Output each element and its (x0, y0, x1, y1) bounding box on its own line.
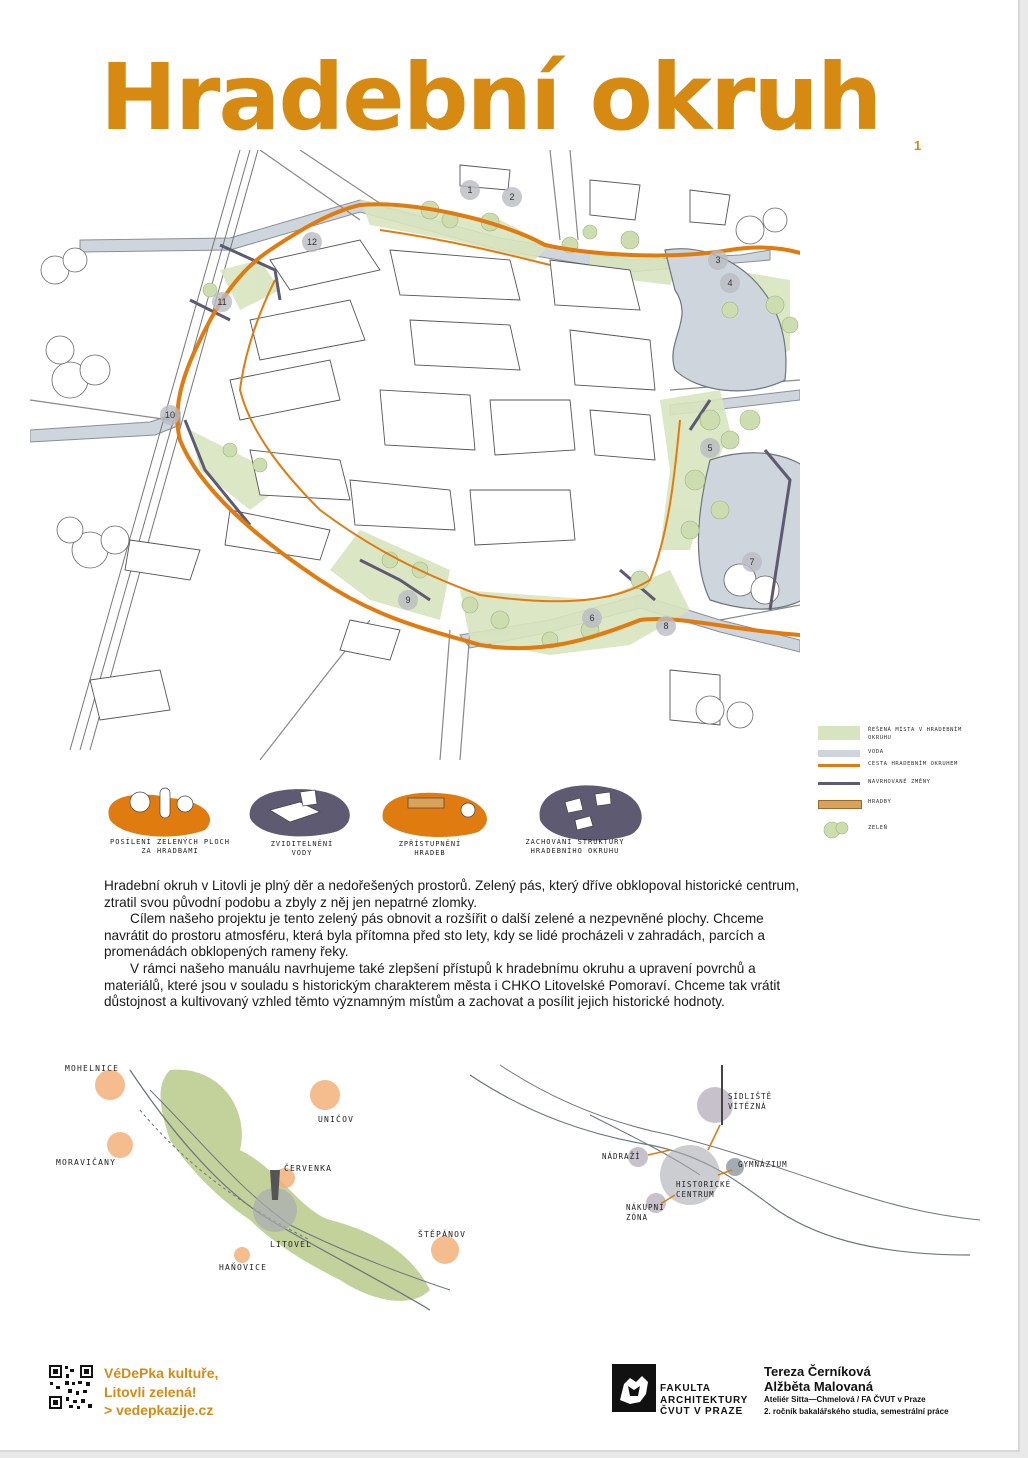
website-link[interactable]: > vedepkazije.cz (104, 1402, 214, 1418)
slogan-line: Litovli zelená! (104, 1383, 197, 1400)
svg-text:9: 9 (405, 595, 411, 605)
svg-text:8: 8 (663, 621, 669, 631)
legend-swatch (818, 764, 860, 767)
legend-swatch (818, 750, 860, 757)
strategy-structure-blob (535, 780, 650, 845)
site-marker-7[interactable] (742, 552, 762, 572)
site-marker-4[interactable] (720, 273, 740, 293)
author-name: Tereza Černíková (764, 1364, 871, 1379)
svg-text:12: 12 (306, 237, 318, 247)
body-text (104, 878, 804, 1011)
strategy-walls-blob (378, 780, 498, 840)
town-label-nadrazi: NÁDRAŽÍ (602, 1152, 641, 1161)
studio-credit: Ateliér Sitta—Chmelová / FA ČVUT v Praze (764, 1395, 926, 1404)
legend-label: CESTA HRADEBNÍM OKRUHEM (868, 761, 958, 767)
legend-swatch (818, 782, 860, 785)
town-label-unicov: UNIČOV (318, 1115, 355, 1124)
body-paragraph-1: Hradební okruh v Litovli je plný děr a nedořešených prostorů. Zelený pás, který dříve obklopoval historické centrum, ztratil svou původní podobu a zbyly z něj jen nepatrné zlomky. (104, 878, 800, 910)
strategy-greenery-label: POSÍLENÍ ZELENÝCH PLOCH ZA HRADBAMI (110, 838, 230, 856)
region-map (50, 1050, 470, 1320)
strategy-greenery-blob (100, 780, 220, 840)
body-paragraph-2: Cílem našeho projektu je tento zelený pás obnovit a rozšířit o další zelené a nezpevněné plochy. Chceme navrátit do prostoru atmosféru, která byla přítomna před sto lety, kdy se lidé procházeli v zahradách, parcích a promenádách obklopených rameny řeky. (104, 911, 765, 960)
authors-block (764, 1364, 949, 1418)
svg-text:6: 6 (589, 613, 595, 623)
strategy-water-label: ZVIDITELNĚNÍ VODY (270, 840, 334, 858)
legend-label: HRADBY (868, 799, 892, 805)
legend-label: NAVRHOVANÉ ZMĚNY (868, 779, 931, 785)
legend-label: ŘEŠENÁ MÍSTA V HRADEBNÍM OKRUHU (868, 727, 962, 742)
town-label-litovel: LITOVEL (270, 1240, 313, 1249)
town-map (470, 1055, 990, 1265)
site-marker-12[interactable] (302, 232, 322, 252)
svg-text:3: 3 (715, 255, 721, 265)
legend-swatch (818, 726, 860, 740)
town-label-nakupni: NÁKUPNÍ ZÓNA (626, 1203, 665, 1222)
town-label-hanovice: HAŇOVICE (219, 1263, 268, 1272)
slogan-line: VéDePka kultuře, (104, 1365, 219, 1381)
town-label-gymnazium: GYMNÁZIUM (738, 1160, 788, 1169)
strategy-water-blob (245, 780, 355, 840)
svg-text:4: 4 (727, 278, 733, 288)
svg-text:2: 2 (509, 192, 515, 202)
author-name: Alžběta Malovaná (764, 1379, 874, 1394)
page-title: Hradební okruh (100, 44, 881, 151)
svg-text:1: 1 (467, 185, 473, 195)
town-label-moravicany: MORAVIČANY (56, 1158, 117, 1167)
town-label-sidliste: SÍDLIŠTĚ VÍTĚZNÁ (728, 1092, 773, 1111)
course-credit: 2. ročník bakalářského studia, semestrální práce (764, 1407, 949, 1416)
svg-text:10: 10 (164, 410, 176, 420)
legend-swatch (818, 820, 860, 840)
city-map (30, 150, 800, 760)
legend-label: ZELEŇ (868, 825, 888, 831)
site-marker-6[interactable] (582, 608, 602, 628)
site-marker-11[interactable] (212, 292, 232, 312)
town-label-centrum: HISTORICKÉ CENTRUM (676, 1180, 732, 1199)
strategy-structure-label: ZACHOVÁNÍ STRUKTURY HRADEBNÍHO OKRUHU (525, 838, 625, 856)
site-marker-3[interactable] (708, 250, 728, 270)
site-marker-1[interactable] (460, 180, 480, 200)
page-number: 1 (914, 138, 922, 153)
faculty-logo-icon (612, 1364, 656, 1412)
slogan (104, 1364, 218, 1420)
strategy-walls-label: ZPŘÍSTUPNĚNÍ HRADEB (398, 840, 462, 858)
town-label-cervenka: ČERVENKA (284, 1164, 333, 1173)
town-label-mohelnice: MOHELNICE (65, 1064, 120, 1073)
site-marker-5[interactable] (700, 438, 720, 458)
body-paragraph-3: V rámci našeho manuálu navrhujeme také zlepšení přístupů k hradebnímu okruhu a upravení povrchů a materiálů, které jsou v souladu s historickým charakterem města i CHKO Litovelské Pomoraví. Chceme tak vrátit důstojnost a kultivovaný vzhled těmto významným místům a zachovat a posílit jejich historické hodnoty. (104, 960, 781, 1010)
svg-text:11: 11 (217, 297, 227, 307)
svg-text:7: 7 (749, 557, 755, 567)
legend-swatch (818, 800, 862, 809)
faculty-name: FAKULTA ARCHITEKTURY ČVUT V PRAZE (660, 1383, 749, 1417)
site-marker-10[interactable] (160, 405, 180, 425)
svg-text:5: 5 (707, 443, 713, 453)
qr-code-icon[interactable] (48, 1364, 94, 1410)
site-marker-9[interactable] (398, 590, 418, 610)
site-marker-2[interactable] (502, 187, 522, 207)
town-label-stepanov: ŠTĚPÁNOV (418, 1230, 467, 1239)
site-marker-8[interactable] (656, 616, 676, 636)
legend-label: VODA (868, 749, 884, 755)
